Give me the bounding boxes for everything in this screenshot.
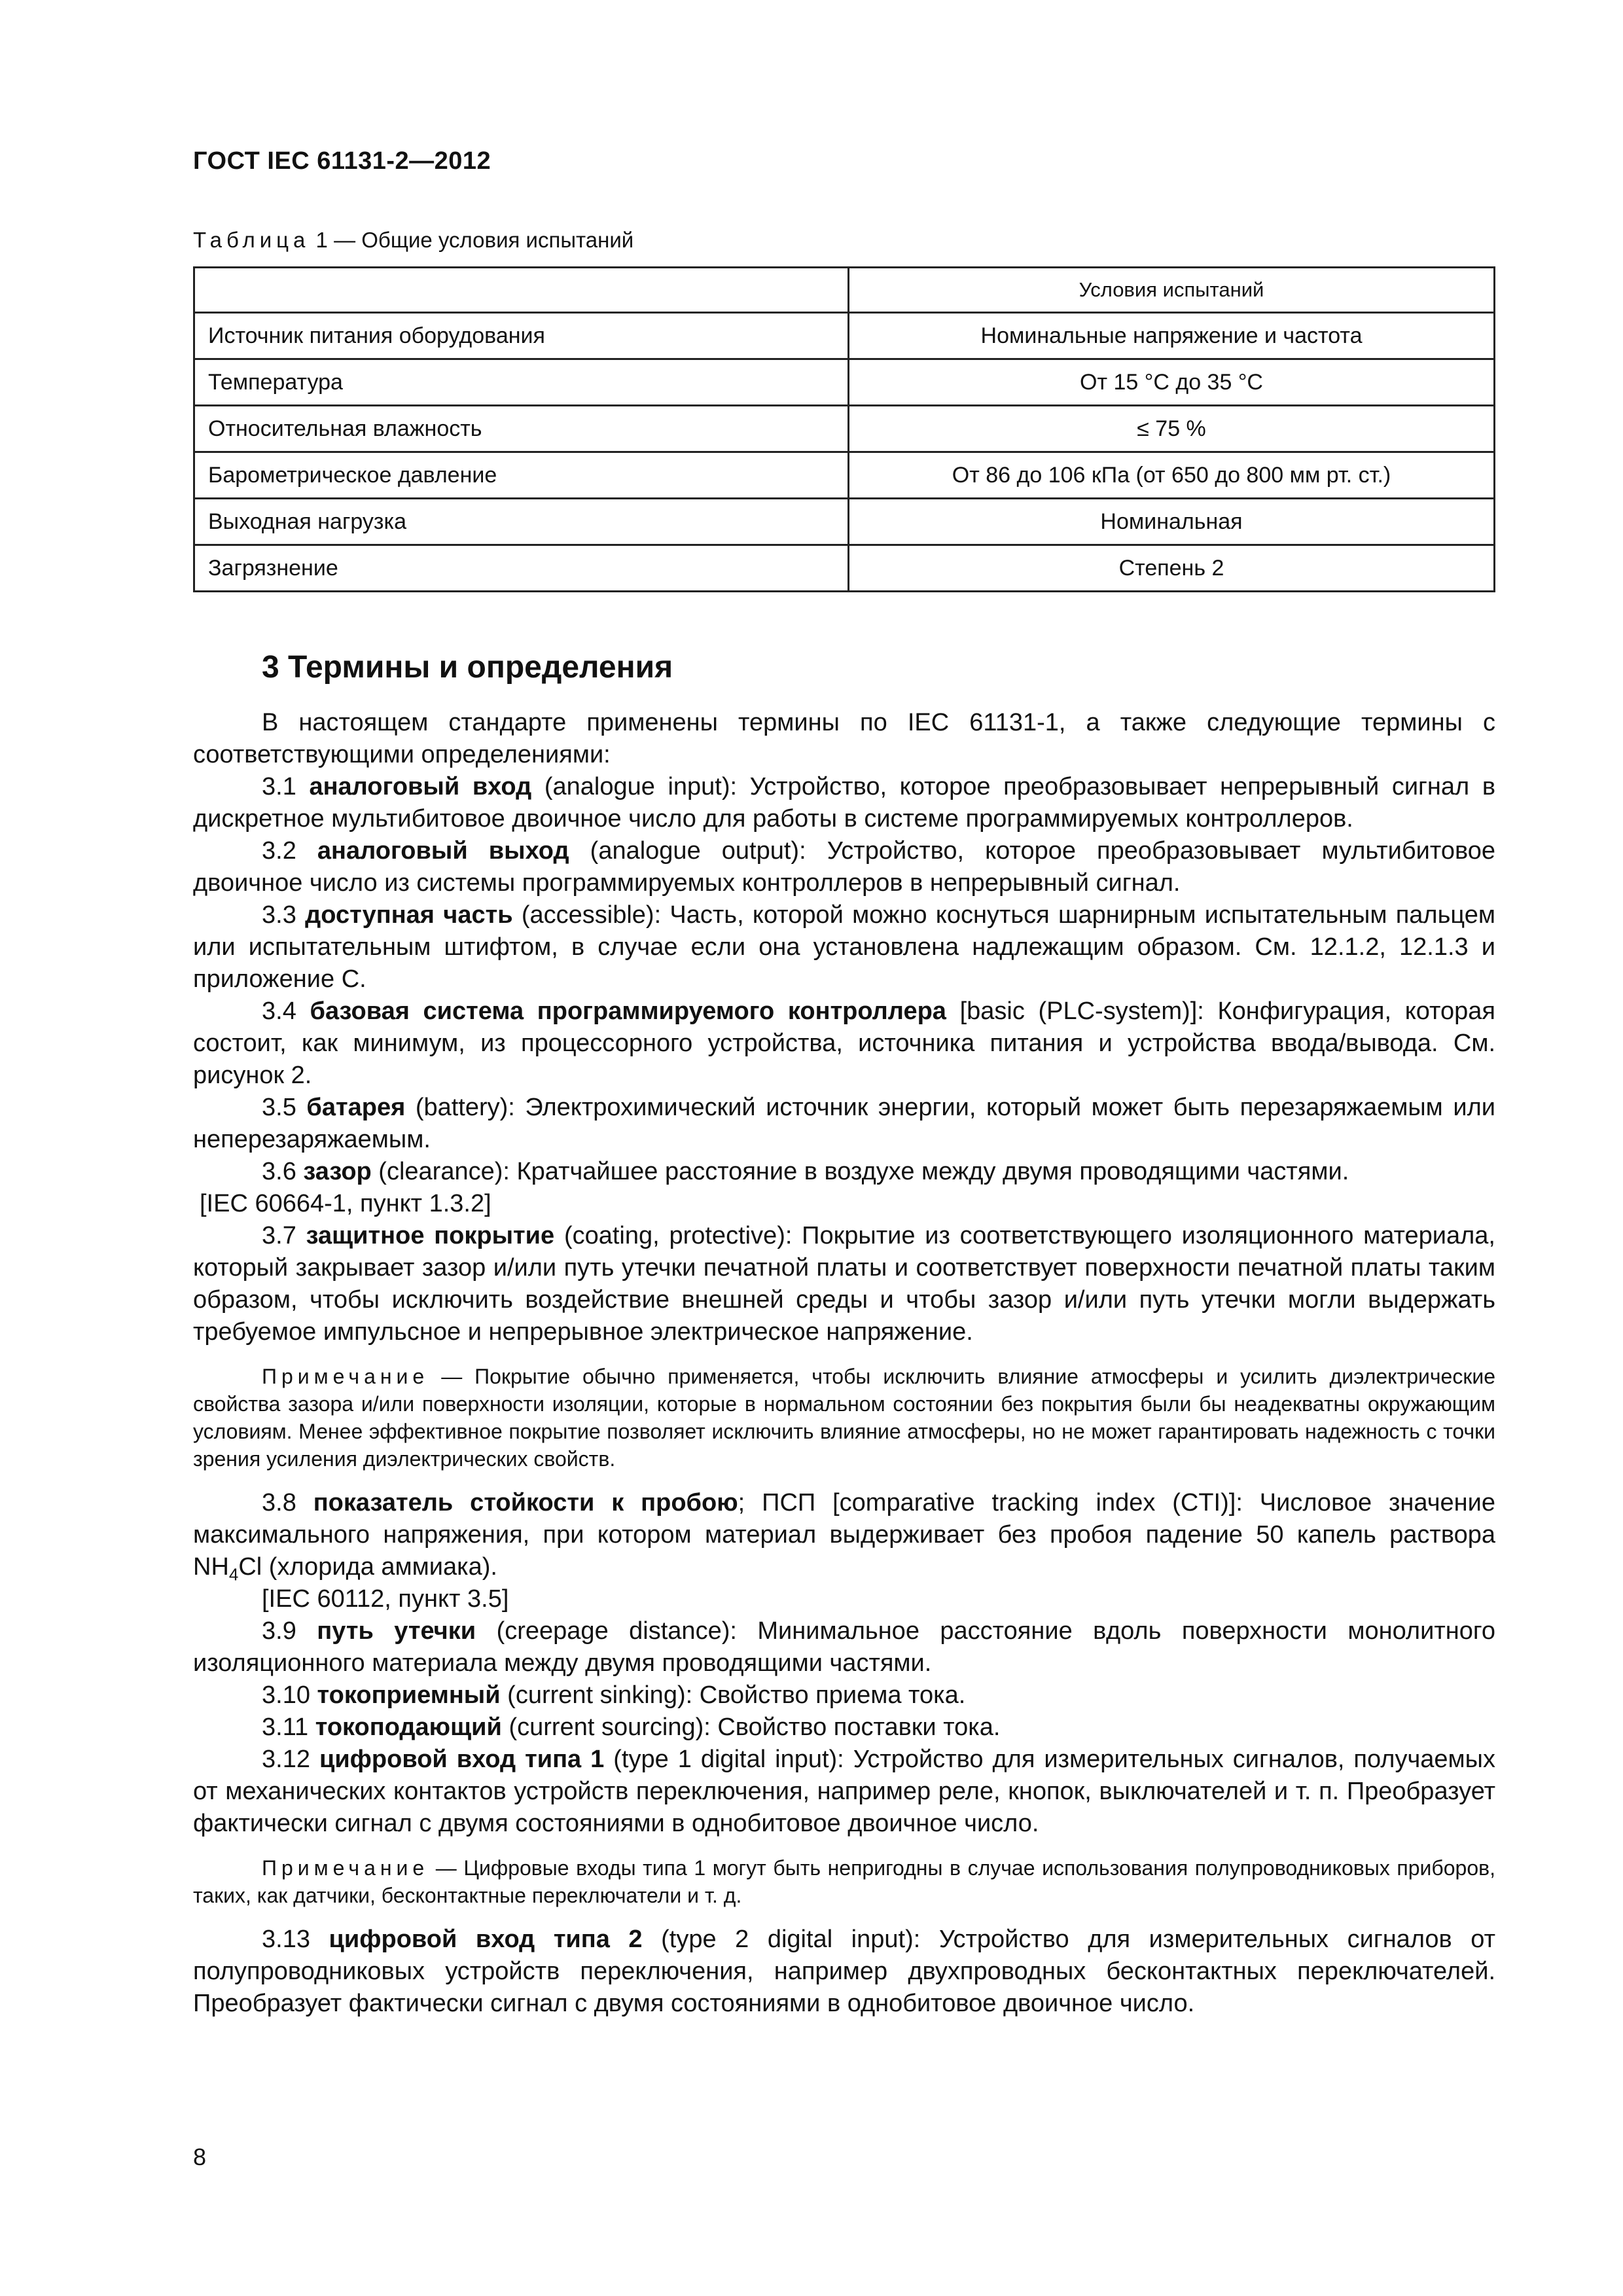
table-cell-param: Загрязнение xyxy=(194,545,849,592)
table-caption xyxy=(193,228,633,253)
term-number: 3.6 xyxy=(262,1158,304,1185)
note-label: Примечание xyxy=(262,1365,429,1388)
table-row xyxy=(194,499,1495,545)
term-3-13 xyxy=(193,1924,1495,2020)
term-3-7 xyxy=(193,1220,1495,1348)
table-cell-value: От 86 до 106 кПа (от 650 до 800 мм рт. ст.) xyxy=(849,452,1495,499)
term-name: показатель стойкости к пробою xyxy=(313,1489,738,1516)
table-column-header: Условия испытаний xyxy=(849,268,1495,313)
term-definition-cont: Cl (хлорида аммиака). xyxy=(238,1553,497,1581)
note-label: Примечание xyxy=(262,1856,429,1880)
term-name: защитное покрытие xyxy=(306,1222,555,1249)
term-3-2 xyxy=(193,835,1495,899)
term-name: цифровой вход типа 2 xyxy=(329,1926,643,1953)
test-conditions-table xyxy=(193,266,1495,592)
note-text: — Цифровые входы типа 1 могут быть непригодны в случае использования полупроводниковых приборов, таких, как датчики, бесконтактные переключатели и т. д. xyxy=(193,1856,1495,1907)
term-definition: (analogue input): Устройство, которое преобразовывает непрерывный сигнал в дискретное мультибитовое двоичное число для работы в системе программируемых контроллеров. xyxy=(193,773,1496,833)
term-definition: (analogue output): Устройство, которое преобразовывает мультибитовое двоичное число из системы программируемых контроллеров в непрерывный сигнал. xyxy=(193,837,1495,897)
term-name: доступная часть xyxy=(305,901,513,929)
term-number: 3.5 xyxy=(262,1094,307,1121)
term-3-9 xyxy=(193,1615,1495,1679)
term-reference: [IEC 60664-1, пункт 1.3.2] xyxy=(200,1190,491,1217)
term-3-3 xyxy=(193,899,1495,996)
term-number: 3.8 xyxy=(262,1489,313,1516)
note-paragraph xyxy=(193,1363,1495,1473)
term-definition: (current sourcing): Свойство поставки тока. xyxy=(501,1713,1001,1741)
term-definition: (coating, protective): Покрытие из соответствующего изоляционного материала, который закрывает зазор и/или путь утечки печатной платы и соответствует поверхности печатной платы таким образом, чтобы исключить воздействие внешней среды и чтобы зазор и/или путь утечки могли выдержать требуемое импульсное и непрерывное электрическое напряжение. xyxy=(193,1222,1495,1346)
term-name: батарея xyxy=(306,1094,406,1121)
term-definition: (clearance): Кратчайшее расстояние в воздухе между двумя проводящими частями. xyxy=(371,1158,1349,1185)
term-number: 3.4 xyxy=(262,997,310,1025)
term-definition: (creepage distance): Минимальное расстояние вдоль поверхности монолитного изоляционного материала между двумя проводящими частями. xyxy=(193,1617,1495,1677)
table-row xyxy=(194,313,1495,359)
term-3-4 xyxy=(193,996,1495,1092)
term-number: 3.1 xyxy=(262,773,310,800)
term-number: 3.9 xyxy=(262,1617,317,1645)
subscript: 4 xyxy=(228,1564,239,1585)
term-3-8 xyxy=(193,1487,1495,1583)
table-cell-value: Степень 2 xyxy=(849,545,1495,592)
term-definition: (type 2 digital input): Устройство для измерительных сигналов от полупроводниковых устройств переключения, например двухпроводных бесконтактных переключателей. Преобразует фактически сигнал с двумя состояниями в однобитовое двоичное число. xyxy=(193,1926,1495,2017)
table-cell-value: Номинальная xyxy=(849,499,1495,545)
table-caption-label: Таблица xyxy=(193,228,310,252)
table-row xyxy=(194,359,1495,406)
page-number: 8 xyxy=(193,2144,207,2170)
term-name: токоприемный xyxy=(317,1681,501,1709)
table-cell-value: Номинальные напряжение и частота xyxy=(849,313,1495,359)
term-3-1 xyxy=(193,771,1495,835)
table-row xyxy=(194,406,1495,452)
term-name: аналоговый вход xyxy=(309,773,532,800)
term-number: 3.3 xyxy=(262,901,306,929)
term-reference: [IEC 60112, пункт 3.5] xyxy=(262,1585,509,1613)
table-header-row xyxy=(194,268,1495,313)
term-3-12 xyxy=(193,1744,1495,1840)
term-definition: (current sinking): Свойство приема тока. xyxy=(500,1681,966,1709)
term-number: 3.12 xyxy=(262,1746,319,1773)
table-cell-param: Относительная влажность xyxy=(194,406,849,452)
table-cell-param: Температура xyxy=(194,359,849,406)
term-definition: [basic (PLC-system)]: Конфигурация, которая состоит, как минимум, из процессорного устройства, источника питания и устройства ввода/вывода. См. рисунок 2. xyxy=(193,997,1495,1089)
term-definition: (accessible): Часть, которой можно коснуться шарнирным испытательным пальцем или испытательным штифтом, в случае если она установлена надлежащим образом. См. 12.1.2, 12.1.3 и приложение С. xyxy=(193,901,1495,993)
table-header-empty xyxy=(194,268,849,313)
term-3-10 xyxy=(193,1679,1495,1712)
term-number: 3.13 xyxy=(262,1926,329,1953)
document-header: ГОСТ IEC 61131-2—2012 xyxy=(193,147,491,175)
term-name: токоподающий xyxy=(315,1713,502,1741)
term-3-6 xyxy=(193,1156,1495,1188)
term-number: 3.11 xyxy=(262,1713,315,1741)
table-cell-value: ≤ 75 % xyxy=(849,406,1495,452)
term-name: цифровой вход типа 1 xyxy=(319,1746,605,1773)
term-name: базовая система программируемого контроллера xyxy=(310,997,946,1025)
table-cell-value: От 15 °С до 35 °С xyxy=(849,359,1495,406)
note-paragraph xyxy=(193,1854,1495,1909)
table-cell-param: Выходная нагрузка xyxy=(194,499,849,545)
term-definition: (type 1 digital input): Устройство для измерительных сигналов, получаемых от механических контактов устройств переключения, например реле, кнопок, выключателей и т. п. Преобразует фактически сигнал с двумя состояниями в однобитовое двоичное число. xyxy=(193,1746,1495,1837)
term-3-11 xyxy=(193,1712,1495,1744)
table-row xyxy=(194,452,1495,499)
term-number: 3.10 xyxy=(262,1681,317,1709)
table-cell-param: Барометрическое давление xyxy=(194,452,849,499)
term-number: 3.7 xyxy=(262,1222,306,1249)
term-definition: (battery): Электрохимический источник энергии, который может быть перезаряжаемым или неперезаряжаемым. xyxy=(193,1094,1495,1153)
note-text: — Покрытие обычно применяется, чтобы исключить влияние атмосферы и усилить диэлектрические свойства зазора и/или поверхности изоляции, которые в нормальном состоянии без покрытия были бы неадекватны окружающим условиям. Менее эффективное покрытие позволяет исключить влияние атмосферы, но не может гарантировать надежность с точки зрения усиления диэлектрических свойств. xyxy=(193,1365,1495,1471)
term-name: аналоговый выход xyxy=(317,837,569,865)
terms-body xyxy=(193,707,1495,2020)
term-name: зазор xyxy=(303,1158,372,1185)
term-definition: ; ПСП [comparative tracking index (CTI)]: Числовое значение максимального напряжения, при котором материал выдерживает без пробоя падение 50 капель раствора NH xyxy=(193,1489,1495,1581)
section-title: 3 Термины и определения xyxy=(262,650,673,685)
table-caption-title: 1 — Общие условия испытаний xyxy=(310,228,634,252)
intro-paragraph: В настоящем стандарте применены термины по IEC 61131-1, а также следующие термины с соответствующими определениями: xyxy=(193,709,1495,768)
term-name: путь утечки xyxy=(317,1617,476,1645)
term-3-5 xyxy=(193,1092,1495,1156)
table-cell-param: Источник питания оборудования xyxy=(194,313,849,359)
term-number: 3.2 xyxy=(262,837,317,865)
table-row xyxy=(194,545,1495,592)
